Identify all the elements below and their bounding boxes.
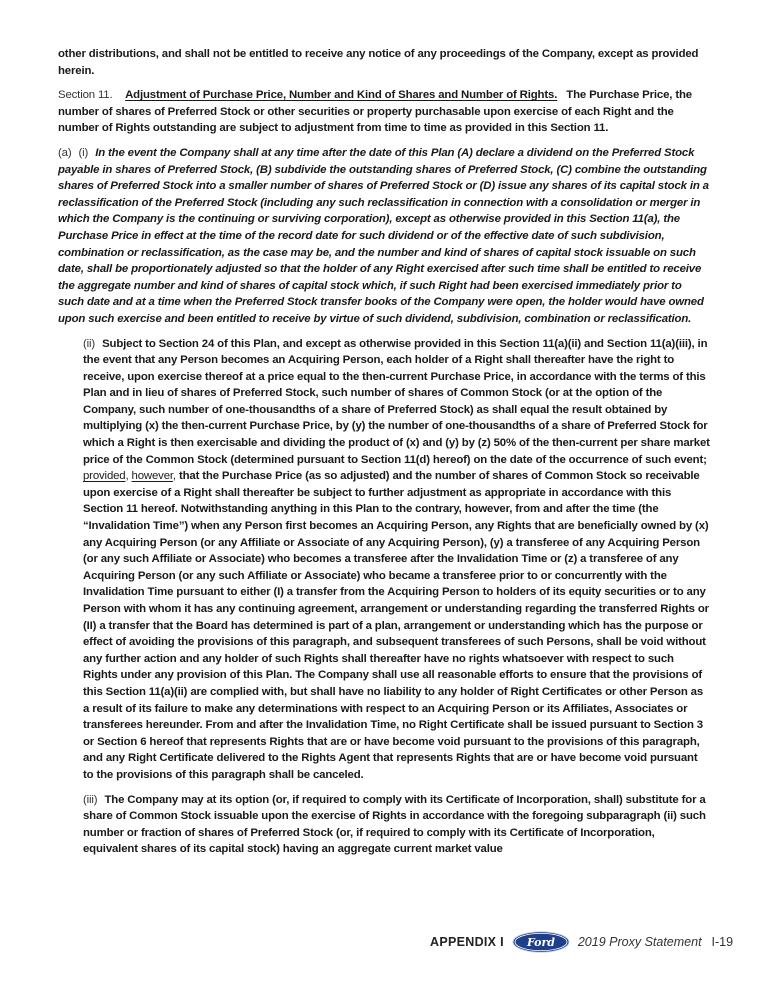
subsection-label-ii: (ii) [83, 337, 96, 350]
subsection-label-iii: (iii) [83, 793, 98, 806]
subsection-label-a: (a) [58, 146, 72, 159]
subsection-text-before: Subject to Section 24 of this Plan, and except as otherwise provided in this Section 11(a)(ii) and Section 11(a)(iii), in the event that any Person becomes an Acquiring Person, each holder of a Right shall thereafter have the right to receive, upon exercise thereof at a price equal to the then-current Purchase Price, in accordance with the terms of this Plan and in lieu of shares of Preferred Stock, such number of shares of Common Stock (or at the option of the Company, such number of one-thousandths of a share of Preferred Stock) as shall equal the result obtained by multiplying (x) the then-current Purchase Price, by (y) the number of one-thousandths of a share of Preferred Stock for which a Right is then exercisable and dividing the product of (x) and (y) by (z) 50% of the then-current per share market price of the Common Stock (determined pursuant to Section 11(d) hereof) on the date of the occurrence of such event; [83, 337, 710, 466]
subsection-text-after: that the Purchase Price (as so adjusted) and the number of shares of Common Stock so receivable upon exercise of a Right shall thereafter be subject to further adjustment as appropriate in accordance with this Section 11 hereof. Notwithstanding anything in this Plan to the contrary, however, from and after the time (the “Invalidation Time”) when any Person first becomes an Acquiring Person, any Rights that are beneficially owned by (x) any Acquiring Person (or any Affiliate or Associate of any Acquiring Person), (y) a transferee of any Acquiring Person (or any such Affiliate or Associate) who becomes a transferee after the Invalidation Time or (z) a transferee of any Acquiring Person (or any such Affiliate or Associate) who became a transferee prior to or concurrently with the Invalidation Time pursuant to either (I) a transfer from the Acquiring Person to holders of its equity securities or to any Person with whom it has any continuing agreement, arrangement or understanding regarding the transferred Rights or (II) a transfer that the Board has determined is part of a plan, arrangement or understanding which has the purpose or effect of avoiding the provisions of this paragraph, and subsequent transferees of such Persons, shall be void without any further action and any holder of such Rights shall thereafter have no rights whatsoever with respect to such Rights under any provision of this Plan. The Company shall use all reasonable efforts to ensure that the provisions of this Section 11(a)(ii) are complied with, but shall have no liability to any holder of Right Certificates or other Person as a result of its failure to make any determinations with respect to an Acquiring Person or its Affiliates, Associates or transferees hereunder. From and after the Invalidation Time, no Right Certificate shall be issued pursuant to Section 3 or Section 6 hereof that represents Rights that are or have become void pursuant to the provisions of this paragraph, and any Right Certificate delivered to the Rights Agent that represents Rights that are or have become void pursuant to the provisions of this paragraph shall be canceled. [83, 470, 709, 781]
subsection-label-i: (i) [78, 146, 89, 159]
subsection-text: In the event the Company shall at any time after the date of this Plan (A) declare a dividend on the Preferred Stock payable in shares of Preferred Stock, (B) subdivide the outstanding shares of Preferred Stock, (C) combine the outstanding shares of Preferred Stock into a smaller number of shares of Preferred Stock or (D) issue any shares of its capital stock in a reclassification of the Preferred Stock (including any such reclassification in connection with a consolidation or merger in which the Company is the continuing or surviving corporation), except as otherwise provided in this Section 11(a), the Purchase Price in effect at the time of the record date for such dividend or of the effective date of such subdivision, combination or reclassification, as the case may be, and the number and kind of shares of capital stock issuable on such date, shall be proportionately adjusted so that the holder of any Right exercised after such time shall be entitled to receive the aggregate number and kind of shares of capital stock which, if such Right had been exercised immediately prior to such date and at a time when the Preferred Stock transfer books of the Company were open, the holder would have owned upon such exercise and been entitled to receive by virtue of such dividend, subdivision, combination or reclassification. [58, 146, 709, 325]
provided-term: provided [83, 470, 126, 483]
publication-title: 2019 Proxy Statement [577, 935, 702, 949]
however-term: however [131, 470, 173, 483]
paragraph-text: other distributions, and shall not be entitled to receive any notice of any proceedings of the Company, except as provided herein. [58, 48, 699, 77]
section-label: Section 11. [58, 89, 113, 102]
section-11-paragraph [58, 87, 710, 137]
appendix-label: APPENDIX I [430, 935, 504, 949]
page-footer [430, 930, 733, 954]
subsection-text: The Company may at its option (or, if required to comply with its Certificate of Incorporation, shall) substitute for a share of Common Stock issuable upon the exercise of Rights in accordance with the foregoing subparagraph (ii) such number or fraction of shares of Preferred Stock (or, if required to comply with its Certificate of Incorporation, equivalent shares of its capital stock) having an aggregate current market value [83, 793, 706, 856]
svg-text:Ford: Ford [526, 936, 555, 949]
paragraph-continuation [58, 46, 710, 79]
document-page [58, 46, 710, 866]
subsection-a-iii [83, 792, 710, 858]
section-body: The Purchase Price, the number of shares of Preferred Stock or other securities or property purchasable upon exercise of each Right and the number of Rights outstanding are subject to adjustment from time to time as provided in this Section 11. [58, 89, 692, 135]
subsection-a-i [58, 145, 710, 328]
subsection-a-ii: (ii) Subject to Section 24 of this Plan, and except as otherwise provided in this Section 11(a)(ii) and Section 11(a)(iii), in the event that any Person becomes an Acquiring Person, each holder of a Right shall thereafter have the right to receive, upon exercise thereof at a price equal to the then-current Purchase Price, in accordance with the terms of this Plan and in lieu of shares of Preferred Stock, such number of shares of Common Stock (or at the option of the Company, such number of one-thousandths of a share of Preferred Stock) as shall equal the result obtained by multiplying (x) the then-current Purchase Price, by (y) the number of one-thousandths of a share of Preferred Stock for which a Right is then exercisable and dividing the product of (x) and (y) by (z) 50% of the then-current per share market price of the Common Stock (determined pursuant to Section 11(d) hereof) on the date of the occurrence of such event; provided, however, that the Purchase Price (as so adjusted) and the number of shares of Common Stock so receivable upon exercise of a Right shall thereafter be subject to further adjustment as appropriate in accordance with this Section 11 hereof. Notwithstanding anything in this Plan to the contrary, however, from and after the time (the “Invalidation Time”) when any Person first becomes an Acquiring Person, any Rights that are beneficially owned by (x) any Acquiring Person (or any Affiliate or Associate of any Acquiring Person), (y) a transferee of any Acquiring Person (or any such Affiliate or Associate) who becomes a transferee after the Invalidation Time or (z) a transferee of any Acquiring Person (or any such Affiliate or Associate) who became a transferee prior to or concurrently with the Invalidation Time pursuant to either (I) a transfer from the Acquiring Person to holders of its equity securities or to any Person with whom it has any continuing agreement, arrangement or understanding regarding the transferred Rights or (II) a transfer that the Board has determined is part of a plan, arrangement or understanding which has the purpose or effect of avoiding the provisions of this paragraph, and subsequent transferees of such Persons, shall be void without any further action and any holder of such Rights shall thereafter have no rights whatsoever with respect to such Rights under any provision of this Plan. The Company shall use all reasonable efforts to ensure that the provisions of this Section 11(a)(ii) are complied with, but shall have no liability to any holder of Right Certificates or other Person as a result of its failure to make any determinations with respect to an Acquiring Person or its Affiliates, Associates or transferees hereunder. From and after the Invalidation Time, no Right Certificate shall be issued pursuant to Section 3 or Section 6 hereof that represents Rights that are or have become void pursuant to the provisions of this paragraph, and any Right Certificate delivered to the Rights Agent that represents Rights that are or have become void pursuant to the provisions of this paragraph shall be canceled. [83, 337, 710, 781]
page-number: I-19 [711, 935, 734, 949]
ford-logo-icon [512, 931, 570, 953]
section-title: Adjustment of Purchase Price, Number and Kind of Shares and Number of Rights. [125, 89, 558, 102]
